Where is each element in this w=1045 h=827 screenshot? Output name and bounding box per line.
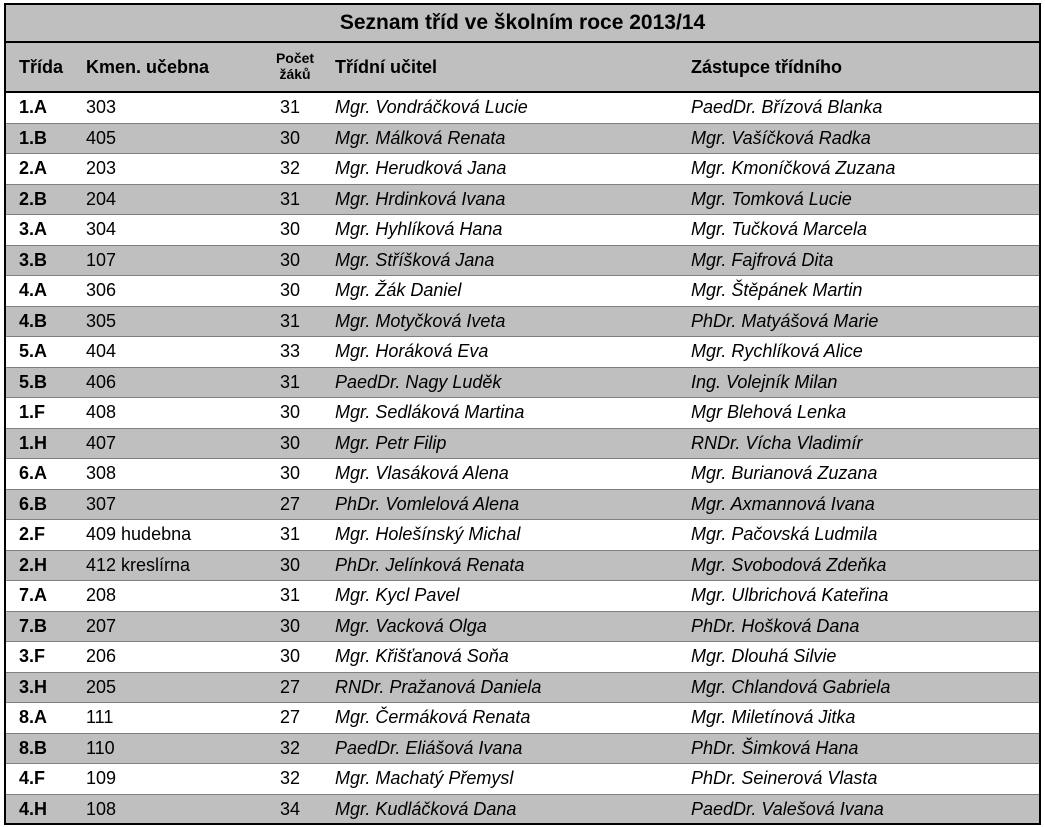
cell-deputy: Ing. Volejník Milan <box>691 371 838 392</box>
cell-count: 32 <box>279 768 301 788</box>
cell-class: 6.A <box>19 463 48 483</box>
table-body <box>6 93 1039 825</box>
cell-deputy: Mgr. Svobodová Zdeňka <box>691 554 887 575</box>
cell-count: 31 <box>279 371 301 392</box>
cell-class: 3.B <box>19 249 48 270</box>
table-row <box>6 551 1039 582</box>
cell-teacher: RNDr. Pražanová Daniela <box>335 676 542 697</box>
table-row <box>6 673 1039 704</box>
cell-class: 3.F <box>19 646 46 666</box>
cell-count: 30 <box>279 219 301 239</box>
cell-class: 2.A <box>19 158 48 178</box>
cell-class: 5.B <box>19 371 48 392</box>
cell-count: 34 <box>279 798 301 819</box>
cell-room: 111 <box>86 707 114 727</box>
cell-deputy: Mgr. Burianová Zuzana <box>691 463 878 483</box>
cell-count: 30 <box>279 554 301 575</box>
cell-count: 30 <box>279 402 301 422</box>
table-row <box>6 795 1039 826</box>
cell-class: 2.B <box>19 188 48 209</box>
cell-room: 304 <box>86 219 117 239</box>
cell-class: 8.B <box>19 737 48 758</box>
table-row <box>6 581 1039 612</box>
cell-room: 108 <box>86 798 117 819</box>
table-row <box>6 642 1039 673</box>
cell-deputy: Mgr. Tomková Lucie <box>691 188 852 209</box>
cell-count: 30 <box>279 280 301 300</box>
cell-deputy: Mgr. Rychlíková Alice <box>691 341 863 361</box>
cell-teacher: Mgr. Machatý Přemysl <box>335 768 514 788</box>
table-header-row <box>6 43 1039 93</box>
cell-teacher: Mgr. Holešínský Michal <box>335 524 521 544</box>
table-row <box>6 612 1039 643</box>
table-row <box>6 520 1039 551</box>
cell-room: 205 <box>86 676 117 697</box>
header-room: Kmen. učebna <box>86 57 210 77</box>
cell-teacher: Mgr. Motyčková Iveta <box>335 310 506 331</box>
table-row <box>6 337 1039 368</box>
table-row <box>6 429 1039 460</box>
cell-room: 305 <box>86 310 117 331</box>
cell-class: 4.F <box>19 768 46 788</box>
cell-deputy: Mgr. Kmoníčková Zuzana <box>691 158 896 178</box>
cell-count: 32 <box>279 737 301 758</box>
cell-teacher: PaedDr. Nagy Luděk <box>335 371 502 392</box>
cell-class: 1.H <box>19 432 48 453</box>
cell-teacher: Mgr. Sedláková Martina <box>335 402 525 422</box>
cell-teacher: Mgr. Kycl Pavel <box>335 585 460 605</box>
cell-teacher: Mgr. Herudková Jana <box>335 158 507 178</box>
cell-teacher: Mgr. Horáková Eva <box>335 341 489 361</box>
cell-room: 407 <box>86 432 117 453</box>
cell-deputy: Mgr. Fajfrová Dita <box>691 249 834 270</box>
cell-count: 30 <box>279 432 301 453</box>
table-row <box>6 398 1039 429</box>
cell-count: 27 <box>279 707 301 727</box>
table-row <box>6 93 1039 124</box>
cell-room: 208 <box>86 585 117 605</box>
table-row <box>6 368 1039 399</box>
cell-deputy: Mgr. Axmannová Ivana <box>691 493 875 514</box>
table-row <box>6 185 1039 216</box>
cell-count: 32 <box>279 158 301 178</box>
cell-class: 4.B <box>19 310 48 331</box>
cell-deputy: RNDr. Vícha Vladimír <box>691 432 863 453</box>
cell-room: 303 <box>86 97 117 117</box>
cell-room: 203 <box>86 158 117 178</box>
cell-count: 27 <box>279 676 301 697</box>
cell-teacher: Mgr. Petr Filip <box>335 432 447 453</box>
table-row <box>6 215 1039 246</box>
cell-room: 408 <box>86 402 117 422</box>
cell-room: 406 <box>86 371 117 392</box>
cell-room: 412 kreslírna <box>86 554 191 575</box>
cell-class: 2.H <box>19 554 48 575</box>
cell-teacher: Mgr. Hyhlíková Hana <box>335 219 503 239</box>
cell-deputy: PaedDr. Valešová Ivana <box>691 798 884 819</box>
table-title: Seznam tříd ve školním roce 2013/14 <box>6 5 1039 43</box>
cell-teacher: Mgr. Vondráčková Lucie <box>335 97 528 117</box>
cell-class: 2.F <box>19 524 46 544</box>
table-row <box>6 124 1039 155</box>
cell-room: 405 <box>86 127 117 148</box>
cell-room: 109 <box>86 768 117 788</box>
table-row <box>6 490 1039 521</box>
table-row <box>6 459 1039 490</box>
cell-count: 31 <box>279 585 301 605</box>
cell-class: 4.A <box>19 280 48 300</box>
header-teacher: Třídní učitel <box>335 57 438 77</box>
header-count: Počet žáků <box>275 50 315 82</box>
table-row <box>6 734 1039 765</box>
table-row <box>6 276 1039 307</box>
cell-room: 110 <box>86 737 115 758</box>
class-list-table <box>4 3 1041 825</box>
cell-teacher: Mgr. Stříšková Jana <box>335 249 495 270</box>
cell-class: 7.B <box>19 615 48 636</box>
cell-deputy: Mgr. Pačovská Ludmila <box>691 524 878 544</box>
cell-class: 5.A <box>19 341 48 361</box>
cell-class: 3.H <box>19 676 48 697</box>
cell-teacher: Mgr. Vlasáková Alena <box>335 463 509 483</box>
table-row <box>6 307 1039 338</box>
cell-deputy: Mgr. Miletínová Jitka <box>691 707 856 727</box>
cell-teacher: PhDr. Jelínková Renata <box>335 554 525 575</box>
cell-teacher: Mgr. Čermáková Renata <box>335 707 531 727</box>
cell-class: 1.F <box>19 402 46 422</box>
cell-count: 31 <box>279 97 301 117</box>
cell-room: 409 hudebna <box>86 524 192 544</box>
cell-deputy: PhDr. Šimková Hana <box>691 737 859 758</box>
cell-count: 30 <box>279 249 301 270</box>
cell-teacher: Mgr. Málková Renata <box>335 127 506 148</box>
cell-class: 1.A <box>19 97 48 117</box>
header-deputy: Zástupce třídního <box>691 57 843 77</box>
cell-deputy: Mgr. Dlouhá Silvie <box>691 646 837 666</box>
cell-class: 4.H <box>19 798 48 819</box>
cell-room: 207 <box>86 615 117 636</box>
cell-room: 307 <box>86 493 117 514</box>
cell-deputy: Mgr Blehová Lenka <box>691 402 847 422</box>
cell-room: 404 <box>86 341 117 361</box>
cell-count: 31 <box>279 188 301 209</box>
header-class: Třída <box>19 57 64 77</box>
cell-teacher: Mgr. Hrdinková Ivana <box>335 188 506 209</box>
cell-teacher: Mgr. Vacková Olga <box>335 615 487 636</box>
cell-deputy: Mgr. Chlandová Gabriela <box>691 676 891 697</box>
cell-count: 30 <box>279 646 301 666</box>
cell-class: 8.A <box>19 707 48 727</box>
cell-teacher: PhDr. Vomlelová Alena <box>335 493 520 514</box>
cell-count: 30 <box>279 463 301 483</box>
cell-deputy: PhDr. Hošková Dana <box>691 615 860 636</box>
cell-class: 1.B <box>19 127 48 148</box>
cell-count: 31 <box>279 310 301 331</box>
cell-count: 33 <box>279 341 301 361</box>
cell-count: 27 <box>279 493 301 514</box>
cell-teacher: Mgr. Kudláčková Dana <box>335 798 517 819</box>
cell-count: 31 <box>279 524 301 544</box>
cell-deputy: Mgr. Štěpánek Martin <box>691 280 863 300</box>
cell-deputy: Mgr. Ulbrichová Kateřina <box>691 585 889 605</box>
cell-deputy: Mgr. Vašíčková Radka <box>691 127 871 148</box>
cell-deputy: PhDr. Matyášová Marie <box>691 310 879 331</box>
cell-deputy: PaedDr. Břízová Blanka <box>691 97 883 117</box>
cell-deputy: Mgr. Tučková Marcela <box>691 219 868 239</box>
cell-deputy: PhDr. Seinerová Vlasta <box>691 768 878 788</box>
cell-room: 308 <box>86 463 117 483</box>
cell-room: 206 <box>86 646 117 666</box>
cell-class: 7.A <box>19 585 48 605</box>
table-row <box>6 154 1039 185</box>
cell-count: 30 <box>279 127 301 148</box>
cell-count: 30 <box>279 615 301 636</box>
cell-room: 306 <box>86 280 117 300</box>
cell-teacher: PaedDr. Eliášová Ivana <box>335 737 523 758</box>
cell-teacher: Mgr. Žák Daniel <box>335 280 462 300</box>
cell-class: 6.B <box>19 493 48 514</box>
cell-class: 3.A <box>19 219 48 239</box>
cell-room: 107 <box>86 249 117 270</box>
cell-room: 204 <box>86 188 117 209</box>
table-row <box>6 703 1039 734</box>
table-row <box>6 764 1039 795</box>
table-row <box>6 246 1039 277</box>
cell-teacher: Mgr. Křišťanová Soňa <box>335 646 509 666</box>
